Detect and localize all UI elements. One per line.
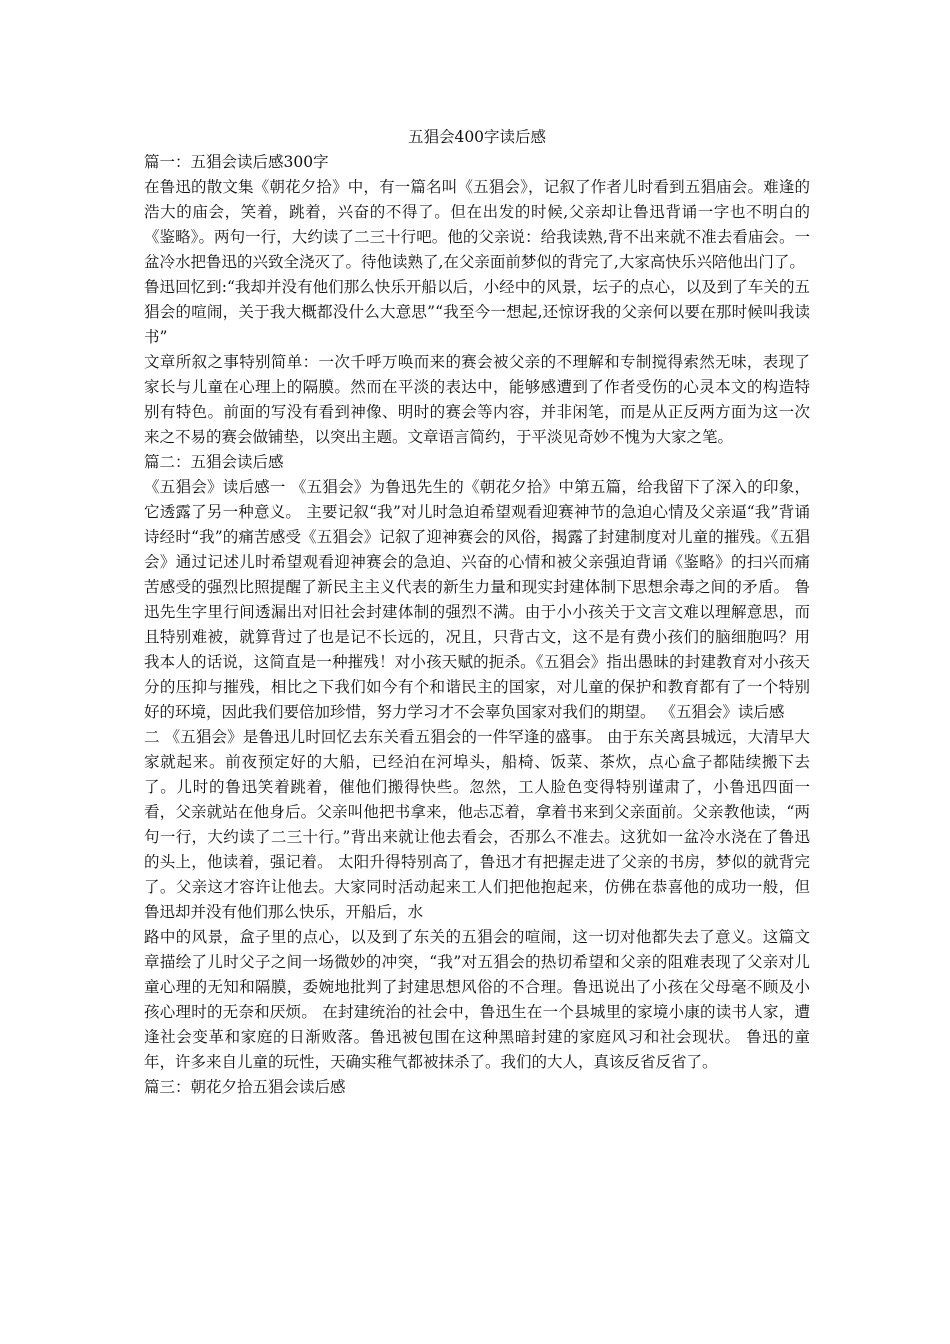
paragraph: 路中的风景，盒子里的点心，以及到了东关的五猖会的喧闹，这一切对他都失去了意义。这篇文章描绘了儿时父子之间一场微妙的冲突，“我”对五猖会的热切希望和父亲的阻难表现了父亲对儿童心理的无知和隔膜，委婉地批判了封建思想风俗的不合理。鲁迅说出了小孩在父母毫不顾及小孩心理时的无奈和厌烦。 在封建统治的社会中，鲁迅生在一个县城里的家境小康的读书人家，遭逢社会变革和家庭的日渐败落。鲁迅被包围在这种黑暗封建的家庭风习和社会现状。 鲁迅的童年，许多来自儿童的玩性，天确实稚气都被抹杀了。我们的大人，真该反省反省了。	[144, 928, 810, 1071]
section-heading-1: 篇一：五猖会读后感300字	[144, 153, 329, 171]
paragraph: 二 《五猖会》是鲁迅儿时回忆去东关看五猖会的一件罕逢的盛事。 由于东关离县城远，大清早大家就起来。前夜预定好的大船，已经泊在河埠头，船椅、饭菜、茶炊，点心盒子都陆续搬下去了。儿时的鲁迅笑着跳着，催他们搬得快些。忽然，工人脸色变得特别谨肃了，小鲁迅四面一看，父亲就站在他身后。父亲叫他把书拿来，他忐忑着，拿着书来到父亲面前。父亲教他读，“两句一行，大约读了二三十行。”背出来就让他去看会，否那么不准去。这犹如一盆冷水浇在了鲁迅的头上，他读着，强记着。 太阳升得特别高了，鲁迅才有把握走进了父亲的书房，梦似的就背完了。父亲这才容许让他去。大家同时活动起来工人们把他抱起来，仿佛在恭喜他的成功一般，但鲁迅却并没有他们那么快乐，开船后，水	[144, 728, 810, 921]
paragraph: 在鲁迅的散文集《朝花夕拾》中，有一篇名叫《五猖会》，记叙了作者儿时看到五猖庙会。难逢的浩大的庙会，笑着，跳着，兴奋的不得了。但在出发的时候,父亲却让鲁迅背诵一字也不明白的《鉴略》。两句一行，大约读了二三十行吧。他的父亲说：给我读熟,背不出来就不准去看庙会。一盆冷水把鲁迅的兴致全浇灭了。待他读熟了,在父亲面前梦似的背完了,大家高快乐兴陪他出门了。	[144, 178, 810, 271]
section-heading-2: 篇二：五猖会读后感	[144, 453, 284, 471]
section-heading-3: 篇三：朝花夕拾五猖会读后感	[144, 1078, 346, 1096]
document-body	[144, 125, 810, 1100]
paragraph: 《五猖会》读后感一 《五猖会》为鲁迅先生的《朝花夕拾》中第五篇，给我留下了深入的印象，它透露了另一种意义。 主要记叙“我”对儿时急迫希望观看迎赛神节的急迫心情及父亲逼“我”背诵诗经时“我”的痛苦感受《五猖会》记叙了迎神赛会的风俗，揭露了封建制度对儿童的摧残。《五猖会》通过记述儿时希望观看迎神赛会的急迫、兴奋的心情和被父亲强迫背诵《鉴略》的扫兴而痛苦感受的强烈比照提醒了新民主主义代表的新生力量和现实封建体制下思想余毒之间的矛盾。 鲁迅先生字里行间透漏出对旧社会封建体制的强烈不满。由于小小孩关于文言文难以理解意思，而且特别难被，就算背过了也是记不长远的，况且，只背古文，这不是有费小孩们的脑细胞吗？用我本人的话说，这简直是一种摧残！对小孩天赋的扼杀。《五猖会》指出愚昧的封建教育对小孩天分的压抑与摧残，相比之下我们如今有个和谐民主的国家，对儿童的保护和教育都有了一个特别好的环境，因此我们要倍加珍惜，努力学习才不会辜负国家对我们的期望。 《五猖会》读后感	[144, 478, 810, 721]
document-title: 五猖会400字读后感	[407, 128, 547, 146]
paragraph: 鲁迅回忆到:“我却并没有他们那么快乐开船以后，小经中的风景，坛子的点心，以及到了车关的五猖会的喧闹，关于我大概都没什么大意思”“我至今一想起,还惊讶我的父亲何以要在那时候叫我读书”	[144, 278, 810, 346]
paragraph: 文章所叙之事特别简单：一次千呼万唤而来的赛会被父亲的不理解和专制搅得索然无味，表现了家长与儿童在心理上的隔膜。然而在平淡的表达中，能够感遭到了作者受伤的心灵本文的构造特别有特色。前面的写没有看到神像、明时的赛会等内容，并非闲笔，而是从正反两方面为这一次来之不易的赛会做铺垫，以突出主题。文章语言简约，于平淡见奇妙不愧为大家之笔。	[144, 353, 810, 446]
